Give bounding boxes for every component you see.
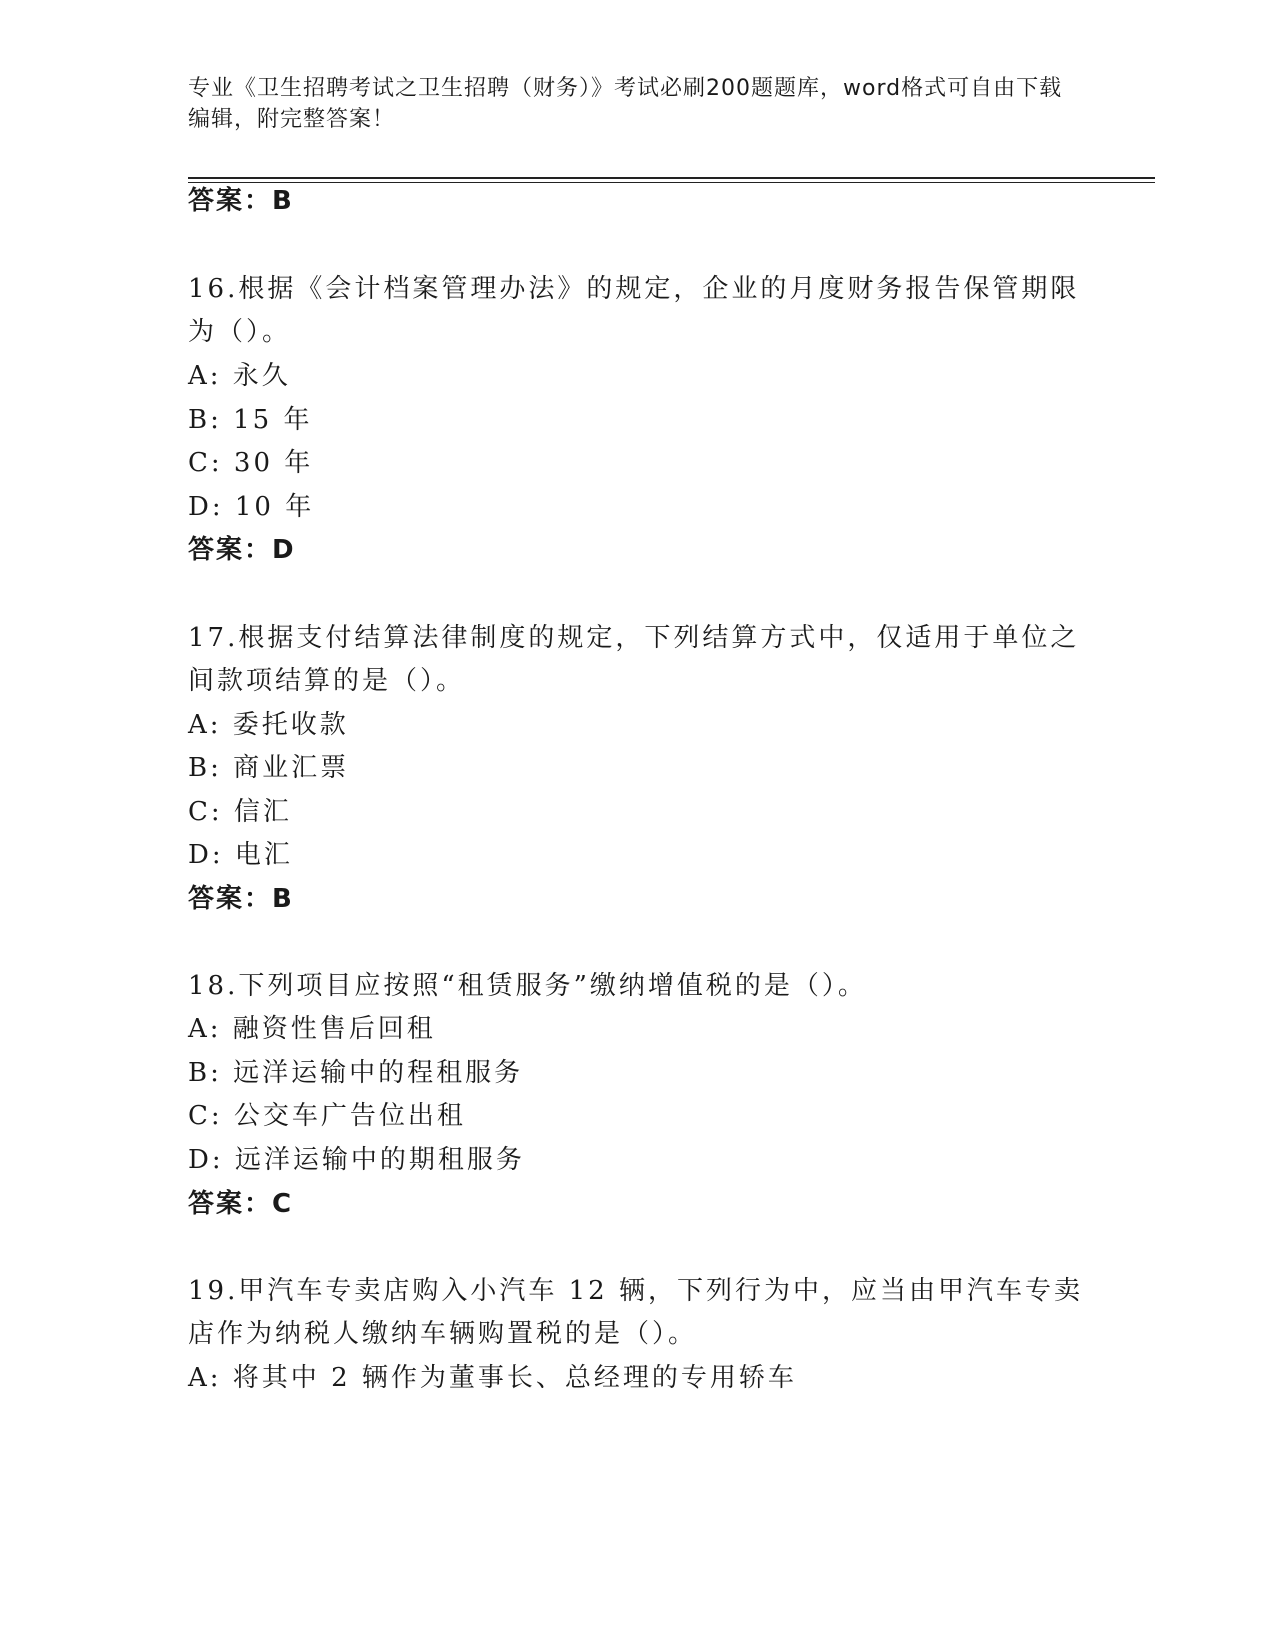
- question-17-text: 17.根据支付结算法律制度的规定，下列结算方式中，仅适用于单位之: [188, 623, 1080, 653]
- question-19-option-a: A: 将其中 2 辆作为董事长、总经理的专用轿车: [188, 1363, 797, 1393]
- question-19-text-cont: 店作为纳税人缴纳车辆购置税的是（）。: [188, 1319, 698, 1349]
- header-divider-thin: [188, 182, 1155, 183]
- question-18-option-a: A: 融资性售后回租: [188, 1014, 436, 1044]
- question-16-option-b: B: 15 年: [188, 405, 313, 435]
- question-17-option-c: C: 信汇: [188, 797, 292, 827]
- question-16-option-a: A: 永久: [188, 361, 291, 391]
- question-17-option-d: D: 电汇: [188, 840, 293, 870]
- question-16-answer: 答案：D: [188, 535, 296, 565]
- question-16-text: 16.根据《会计档案管理办法》的规定，企业的月度财务报告保管期限: [188, 274, 1080, 304]
- question-18-text: 18.下列项目应按照“租赁服务”缴纳增值税的是（）。: [188, 971, 867, 1001]
- question-17-option-a: A: 委托收款: [188, 710, 349, 740]
- question-17-option-b: B: 商业汇票: [188, 753, 350, 783]
- question-18-option-d: D: 远洋运输中的期租服务: [188, 1145, 525, 1175]
- question-18-option-b: B: 远洋运输中的程租服务: [188, 1058, 524, 1088]
- document-header: 专业《卫生招聘考试之卫生招聘（财务）》考试必刷200题题库，word格式可自由下载编辑，附完整答案！: [188, 76, 1063, 132]
- question-18-answer: 答案：C: [188, 1189, 294, 1219]
- question-16-option-c: C: 30 年: [188, 448, 314, 478]
- question-16-option-d: D: 10 年: [188, 492, 315, 522]
- question-16-text-cont: 为（）。: [188, 317, 292, 347]
- question-18-option-c: C: 公交车广告位出租: [188, 1101, 466, 1131]
- question-17-answer: 答案：B: [188, 884, 294, 914]
- question-19-text: 19.甲汽车专卖店购入小汽车 12 辆，下列行为中，应当由甲汽车专卖: [188, 1276, 1083, 1306]
- answer-line: 答案：B: [188, 186, 294, 216]
- header-divider: [188, 177, 1155, 179]
- question-17-text-cont: 间款项结算的是（）。: [188, 666, 466, 696]
